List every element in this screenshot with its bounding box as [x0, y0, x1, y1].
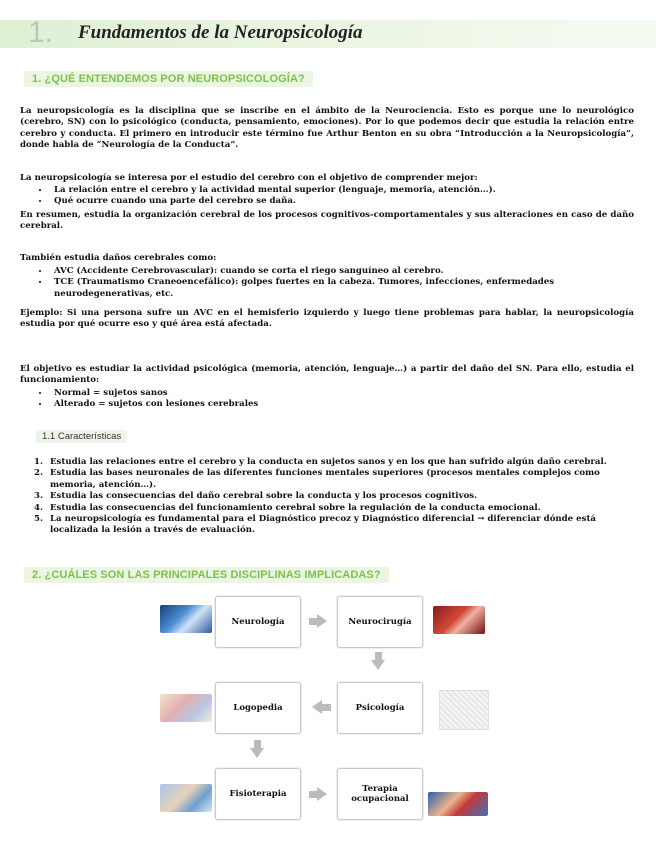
surgery-image — [433, 606, 485, 634]
paragraph-damage: También estudia daños cerebrales como: — [20, 253, 217, 263]
paragraph-definition: La neuropsicología es la disciplina que se inscribe en el ámbito de la Neurociencia. Esto es porque une lo neurológico (cerebro, SN) con lo psicológico (conducta, pensamiento, emociones). Por lo que podemos decir que estudia la relación entre cerebro y conducta. El primero en introducir este término fue Arthur Benton en su obra “Introducción a la Neuropsicología”, donde habla de “Neurología de la Conducta”. — [20, 106, 634, 151]
arrow-right-icon — [317, 614, 327, 628]
arrow-stem — [321, 704, 331, 711]
paragraph-summary: En resumen, estudia la organización cerebral de los procesos cognitivos-comportamentales y sus alteraciones en caso de daño cerebral. — [20, 210, 634, 232]
list-item: • Alterado = sujetos con lesiones cerebrales — [50, 399, 610, 410]
list-item: • La relación entre el cerebro y la actividad mental superior (lenguaje, memoria, atención…). — [50, 185, 610, 196]
box-neurocirugia: Neurocirugía — [337, 596, 423, 648]
list-objectives — [34, 185, 610, 208]
paragraph-interest: La neuropsicología se interesa por el estudio del cerebro con el objetivo de comprender mejor: — [20, 173, 478, 183]
box-neurologia: Neurología — [215, 596, 301, 648]
box-logopedia: Logopedia — [215, 682, 301, 734]
list-item: 5. La neuropsicología es fundamental para el Diagnóstico precoz y Diagnóstico diferencial → diferenciar dónde está localizada la lesión a través de evaluación. — [46, 514, 621, 537]
list-item: • Qué ocurre cuando una parte del cerebro se daña. — [50, 196, 610, 207]
list-item: 4. Estudia las consecuencias del funcionamiento cerebral sobre la regulación de la conducta emocional. — [46, 503, 621, 514]
occupational-therapy-image — [428, 792, 488, 816]
title-banner — [0, 16, 656, 49]
section-2-heading: 2. ¿CUÁLES SON LAS PRINCIPALES DISCIPLINAS IMPLICADAS? — [24, 567, 389, 583]
arrow-stem — [254, 740, 261, 748]
arrow-stem — [375, 652, 382, 660]
chapter-title: Fundamentos de la Neuropsicología — [78, 22, 363, 43]
brain-scan-image — [160, 605, 212, 633]
box-terapia-ocupacional: Terapia ocupacional — [337, 768, 423, 820]
box-fisioterapia: Fisioterapia — [215, 768, 301, 820]
arrow-down-icon — [371, 660, 385, 670]
list-item: 1. Estudia las relaciones entre el cerebro y la conducta en sujetos sanos y en los que han sufrido algún daño cerebral. — [46, 457, 621, 468]
list-damage — [34, 266, 610, 300]
arrow-down-icon — [250, 748, 264, 758]
subsection-heading: 1.1 Características — [36, 430, 127, 443]
speech-therapy-image — [160, 694, 212, 722]
paragraph-example: Ejemplo: Si una persona sufre un AVC en el hemisferio izquierdo y luego tiene problemas para hablar, la neuropsicología estudia por qué ocurre eso y qué área está afectada. — [20, 308, 634, 330]
list-item: • TCE (Traumatismo Craneoencefálico): golpes fuertes en la cabeza. Tumores, infecciones, enfermedades neurodegenerativas, etc. — [50, 277, 610, 300]
physiotherapy-image — [160, 784, 212, 812]
list-characteristics — [26, 457, 621, 537]
list-item: • AVC (Accidente Cerebrovascular): cuando se corta el riego sanguíneo al cerebro. — [50, 266, 610, 277]
arrow-right-icon — [317, 787, 327, 801]
paragraph-objective: El objetivo es estudiar la actividad psicológica (memoria, atención, lenguaje…) a partir del daño del SN. Para ello, estudia el funcionamiento: — [20, 364, 634, 386]
chapter-number: 1. — [28, 16, 54, 49]
list-item: 3. Estudia las consecuencias del daño cerebral sobre la conducta y los procesos cognitivos. — [46, 491, 621, 502]
list-functioning — [34, 388, 610, 411]
section-1-heading: 1. ¿QUÉ ENTENDEMOS POR NEUROPSICOLOGÍA? — [24, 71, 313, 87]
head-sketch-image — [439, 690, 489, 730]
list-item: 2. Estudia las bases neuronales de las diferentes funciones mentales superiores (procesos mentales complejos como memoria, atención…). — [46, 468, 621, 491]
list-item: • Normal = sujetos sanos — [50, 388, 610, 399]
box-psicologia: Psicología — [337, 682, 423, 734]
